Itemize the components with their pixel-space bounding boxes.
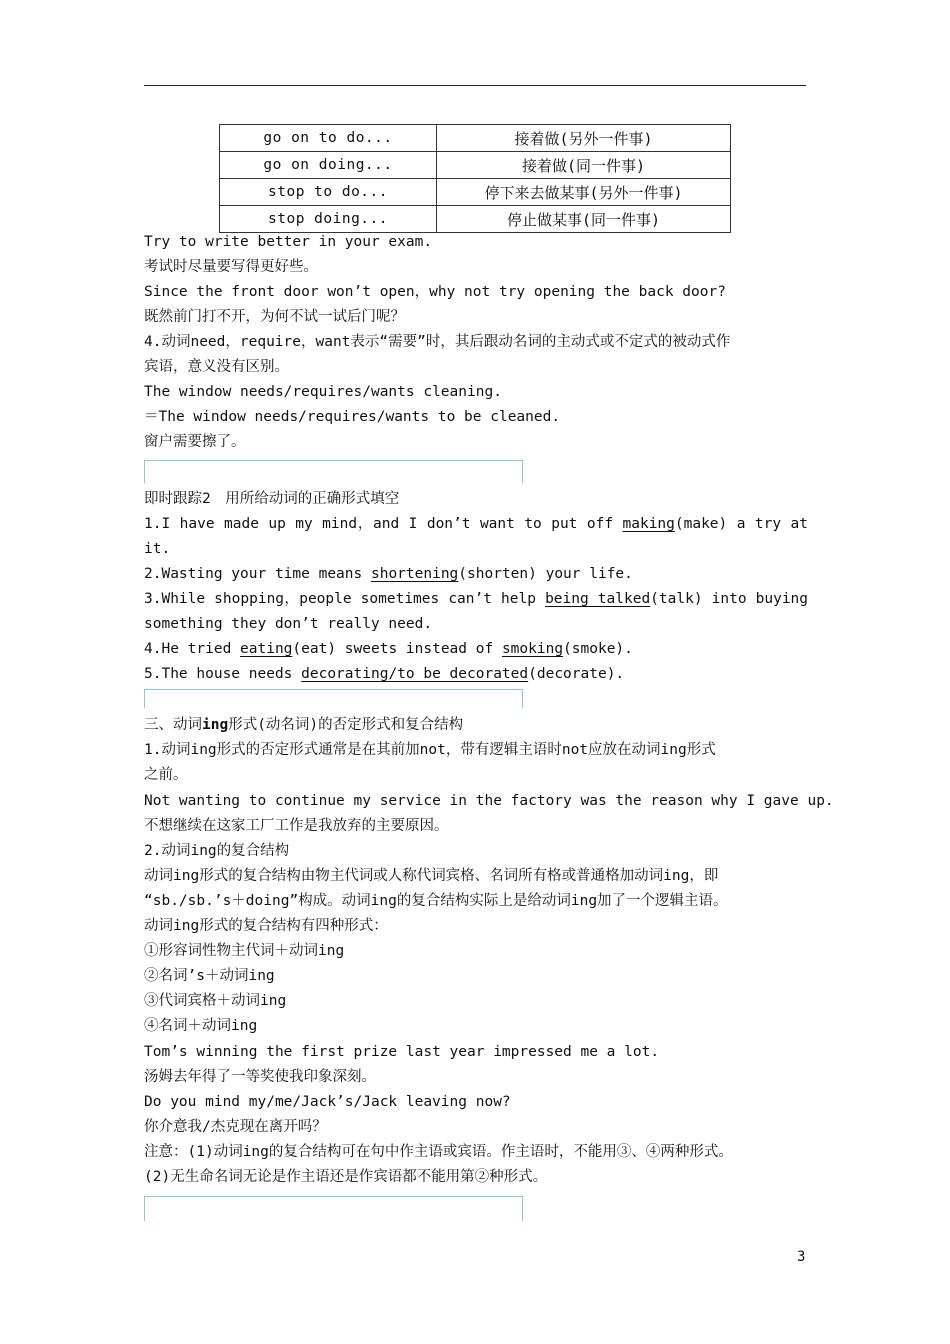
answer-blank: making (622, 516, 675, 532)
question-text: something they don’t really need. (144, 616, 433, 632)
question-text: 3.While shopping，people sometimes can’t help (144, 591, 546, 607)
table-row (220, 179, 731, 206)
practice-question-5 (144, 662, 808, 687)
paragraph-line: 1.动词ing形式的否定形式通常是在其前加not，带有逻辑主语时not应放在动词ing形式 (144, 742, 716, 758)
question-text: (shorten) your life. (458, 566, 633, 582)
example-english: Since the front door won’t open，why not try opening the back door? (144, 284, 726, 300)
practice-question-2 (144, 562, 808, 587)
table-meaning-cell: 停下来去做某事(另外一件事) (437, 179, 731, 206)
rule-4-line-1: 4.动词need，require，want表示“需要”时，其后跟动名词的主动式或不定式的被动式作 (144, 334, 731, 350)
table-phrase-cell: stop to do... (220, 179, 437, 206)
section-heading (144, 713, 808, 738)
heading-text: 形式(动名词)的否定形式和复合结构 (228, 717, 464, 733)
paragraph-line: 之前。 (144, 767, 188, 783)
answer-blank: eating (240, 641, 293, 657)
note-line: 注意：(1)动词ing的复合结构可在句中作主语或宾语。作主语时，不能用③、④两种形式。 (144, 1144, 733, 1160)
example-chinese: 你介意我/杰克现在离开吗？ (144, 1119, 327, 1135)
verb-usage-table (219, 124, 731, 233)
practice-question-3 (144, 587, 808, 612)
table-row (220, 125, 731, 152)
answer-blank: decorating/to be decorated (301, 666, 529, 682)
table-meaning-cell: 接着做(同一件事) (437, 152, 731, 179)
section-frame (144, 689, 523, 708)
example-english: ＝The window needs/requires/wants to be cleaned. (144, 409, 561, 425)
practice-title: 即时跟踪2 用所给动词的正确形式填空 (144, 491, 400, 507)
form-list-item: ④名词＋动词ing (144, 1018, 258, 1034)
table-phrase-cell: go on to do... (220, 125, 437, 152)
question-text: (eat) sweets instead of (292, 641, 502, 657)
answer-blank: shortening (370, 566, 459, 582)
table-meaning-cell: 接着做(另外一件事) (437, 125, 731, 152)
example-chinese: 既然前门打不开，为何不试一试后门呢？ (144, 309, 405, 325)
rule-4-line-2: 宾语，意义没有区别。 (144, 359, 289, 375)
section-frame (144, 1196, 523, 1221)
form-list-item: ①形容词性物主代词＋动词ing (144, 943, 345, 959)
paragraph-line: 动词ing形式的复合结构由物主代词或人称代词宾格、名词所有格或普通格加动词ing，即 (144, 868, 719, 884)
answer-blank: smoking (501, 641, 564, 657)
example-english: Try to write better in your exam. (144, 234, 433, 250)
question-text: (make) a try at (674, 516, 808, 532)
answer-blank: being talked (545, 591, 651, 607)
practice-question-4 (144, 637, 808, 662)
question-text: (decorate). (528, 666, 625, 682)
table-meaning-cell: 停止做某事(同一件事) (437, 206, 731, 233)
subsection-title: 2.动词ing的复合结构 (144, 843, 290, 859)
example-chinese: 汤姆去年得了一等奖使我印象深刻。 (144, 1069, 376, 1085)
example-english: Not wanting to continue my service in the factory was the reason why I gave up. (144, 793, 834, 809)
question-text: 2.Wasting your time means (144, 566, 371, 582)
example-english: Do you mind my/me/Jack’s/Jack leaving now? (144, 1094, 511, 1110)
question-text: 4.He tried (144, 641, 241, 657)
note-line: (2)无生命名词无论是作主语还是作宾语都不能用第②种形式。 (144, 1169, 548, 1185)
question-text: 1.I have made up my mind，and I don’t want to put off (144, 516, 623, 532)
table-row (220, 152, 731, 179)
example-english: Tom’s winning the first prize last year impressed me a lot. (144, 1044, 660, 1060)
form-list-item: ②名词’s＋动词ing (144, 968, 275, 984)
header-rule (144, 85, 806, 86)
heading-text-bold: ing (202, 717, 229, 733)
example-chinese: 窗户需要擦了。 (144, 434, 246, 450)
paragraph-line: 动词ing形式的复合结构有四种形式： (144, 918, 388, 934)
question-text: (smoke). (563, 641, 633, 657)
heading-text: 三、动词 (144, 717, 202, 733)
table-row (220, 206, 731, 233)
question-text: 5.The house needs (144, 666, 302, 682)
example-chinese: 考试时尽量要写得更好些。 (144, 259, 318, 275)
question-text: (talk) into buying (650, 591, 809, 607)
section-frame (144, 460, 523, 483)
example-english: The window needs/requires/wants cleaning. (144, 384, 502, 400)
page-number: 3 (797, 1249, 806, 1265)
question-text: it. (144, 541, 171, 557)
table-phrase-cell: go on doing... (220, 152, 437, 179)
example-chinese: 不想继续在这家工厂工作是我放弃的主要原因。 (144, 818, 449, 834)
table-phrase-cell: stop doing... (220, 206, 437, 233)
paragraph-line: “sb./sb.’s＋doing”构成。动词ing的复合结构实际上是给动词ing加了一个逻辑主语。 (144, 893, 728, 909)
form-list-item: ③代词宾格＋动词ing (144, 993, 287, 1009)
practice-question-1 (144, 512, 808, 537)
